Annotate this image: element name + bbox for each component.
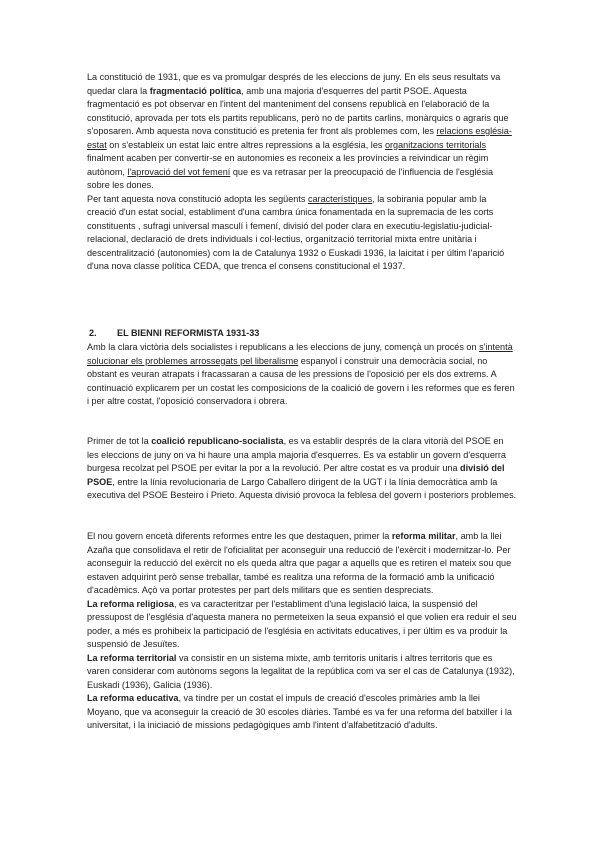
section-heading xyxy=(87,327,517,341)
bold-term-reforma-territorial: La reforma territorial xyxy=(87,652,177,663)
paragraph-constitucio-1931 xyxy=(87,71,517,193)
paragraph-reforma-territorial xyxy=(87,652,517,693)
text-run: , la sobirania popular amb la creació d'un estat social, establiment d'una cambra única fonamentada en la supremacia de les corts constituents , sufragi universal masculí i femení, divisió del poder clara en executiu-legislatiu-judicial-relacional, declaració de drets individuals i col·lectius, organització territorial mixta entre unitària i descentralització (autonomies) com la de Catalunya 1932 o Euskadi 1936, la laicitat i per últim l'aparició d'una nova classe política CEDA, que trenca el consens constitucional el 1937. xyxy=(87,193,505,271)
text-run: que es va retrasar per la preocupació de l'influencia de l'església sobre les dones. xyxy=(87,166,494,190)
text-run: , es va establir després de la clara vitorià del PSOE en les eleccions de juny on va hi haure una ampla majoria d'esquerres. Es va establir un govern d'esquerra burgesa recolzat pel PSOE per evitar la por a la revolució. Per altre costat es va produir una xyxy=(87,436,506,473)
text-run: va consistir en un sistema mixte, amb territoris unitaris i altres territoris que es varen considerar com autònoms segons la legalitat de la república com va ser el cas de Catalunya (1932), Euskadi (1936), Galicia (1936). xyxy=(87,652,515,690)
bold-term-coalicio: coalició republicano-socialista xyxy=(151,436,284,446)
text-run: finalment acaben per convertir-se en autonomies es reconeix a les províncies a reivindicar un règim autònom, xyxy=(87,153,489,177)
paragraph-reforma-militar xyxy=(87,530,517,598)
underlined-term-relacions: relacions església-estat xyxy=(87,126,512,150)
paragraph-bienni-intro xyxy=(87,341,517,409)
text-run: , amb la llei Azaña que consolidava el retir de l'oficialitat per aconseguir una reducció de l'exèrcit i modernitzar-lo. Per aconseguir la reducció del exèrcit no els queda altra que pagar a aquells que es retiren el mateix sou que estaven adquirint però sense treballar, també es realitza una reforma de la formació amb la unificació d'acadèmics. Açò va portar protestes per part dels militars que es sentien despreciats. xyxy=(87,531,512,595)
text-run: , va tindre per un costat el impuls de creació d'escoles primàries amb la llei Moyano, que va aconseguir la creació de 30 escoles diàries. També es va fer una reforma del batxiller i la universitat, i la iniciació de missions pedagògiques amb l'intent d'alfabetització d'adults. xyxy=(87,693,512,730)
paragraph-reforma-religiosa xyxy=(87,598,517,652)
text-run: , entre la línia revolucionaria de Largo Caballero dirigent de la UGT i la línia democràtica amb la executiva del PSOE Besteiro i Prieto. Aquesta divisió provoca la feblesa del govern i posteriors problemes. xyxy=(87,476,517,500)
underlined-term-vot-femeni: l'aprovació del vot femení xyxy=(127,166,231,177)
reformes-block xyxy=(87,530,517,733)
text-run: Per tant aquesta nova constitució adopta les següents xyxy=(87,193,308,204)
section-1-body xyxy=(87,71,517,274)
section-number: 2. xyxy=(89,328,97,338)
bold-term-divisio-psoe: divisió del PSOE xyxy=(87,463,505,487)
underlined-term-caracteristiques: característiques xyxy=(307,193,373,204)
paragraph-reforma-educativa xyxy=(87,692,517,733)
bold-term-reforma-religiosa: La reforma religiosa xyxy=(87,598,174,609)
text-run: on s'estableix un estat laic entre altres repressions a la església, les xyxy=(106,139,385,150)
underlined-term-liberalisme: s'intentà solucionar els problemes arrossegats pel liberalisme xyxy=(87,342,513,366)
text-run: , es va caracteritzar per l'establiment d'una legislació laica, la suspensió del pressupost de l'església d'aquesta manera no permeteixen la seua expansió el que volien era reduir el seu poder, a més es prohibeix la participació de l'església en activitats educatives, i per últim es va produir la suspensió de Jesuïtes. xyxy=(87,598,517,649)
underlined-term-organitzacions: organitzacions territorials xyxy=(384,139,487,150)
bold-term-reforma-militar: reforma militar xyxy=(391,531,456,541)
bold-term-fragmentacio: fragmentació política xyxy=(149,85,242,96)
paragraph-caracteristiques xyxy=(87,193,517,274)
section-title: EL BIENNI REFORMISTA 1931-33 xyxy=(117,328,260,338)
paragraph-coalicio xyxy=(87,435,517,503)
text-run: , amb una majoria d'esquerres del partit PSOE. Aquesta fragmentació es pot observar en l'intent del manteniment del consens republicà en l'elaboració de la constitució, aprovada per tots els partits republicans, però no de partits carlins, monàrquics o agraris que s'oposaren. Amb aquesta nova constitució es pretenia fer front als problemes com, les xyxy=(87,85,509,136)
text-run: espanyol i construir una democràcia social, no obstant es veuran atrapats i fracassaran a causa de les pressions de l'oposició per els dos extrems. A continuació explicarem per un costat les composicions de la coalició de govern i les reformes que es feren i per altre costat, l'oposició conservadora i obrera. xyxy=(87,355,515,406)
text-run: Primer de tot la xyxy=(87,436,152,446)
text-run: El nou govern encetà diferents reformes entre les que destaquen, primer la xyxy=(87,531,392,541)
text-run: La constitució de 1931, que es va promulgar després de les eleccions de juny. En els seus resultats va quedar clara la xyxy=(87,72,501,96)
bold-term-reforma-educativa: La reforma educativa xyxy=(87,693,179,703)
text-run: Amb la clara victòria dels socialistes i republicans a les eleccions de juny, començà un procés on xyxy=(87,342,480,352)
section-2-body xyxy=(87,341,517,409)
coalicio-block xyxy=(87,435,517,503)
